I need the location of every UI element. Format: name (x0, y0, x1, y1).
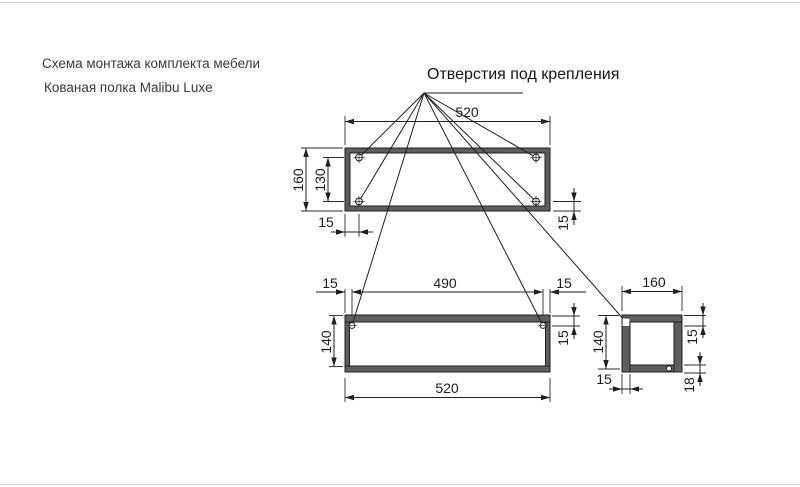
dim-label-front-height: 140 (318, 330, 334, 354)
dim-side-height (590, 316, 620, 370)
dim-label-top-hole-left-offset: 15 (318, 214, 334, 230)
front-view-top-rail (345, 315, 550, 322)
dim-label-side-bottom-rail: 18 (681, 377, 697, 393)
dim-label-top-height: 160 (290, 168, 306, 192)
dim-label-front-left-offset: 15 (322, 275, 338, 291)
holes-callout (424, 66, 619, 93)
dim-label-side-height: 140 (590, 330, 606, 354)
dim-front-height (318, 316, 343, 367)
front-view (316, 275, 586, 402)
dim-side-hole-top-offset (684, 303, 706, 345)
holes-callout-label: Отверстия под крепления (427, 66, 620, 83)
side-view-right-bar (674, 315, 682, 372)
dim-label-side-depth: 160 (642, 274, 666, 290)
side-view (590, 274, 706, 394)
dim-label-top-width: 520 (455, 104, 479, 120)
title-block (42, 56, 260, 95)
drawing-subtitle: Кованая полка Malibu Luxe (44, 80, 213, 95)
side-view-rod-end (667, 366, 672, 371)
front-view-bottom-rail (345, 366, 550, 372)
side-view-top-bar (622, 315, 682, 322)
dim-label-top-hole-span: 130 (312, 168, 328, 192)
dim-label-front-hole-span: 490 (433, 275, 457, 291)
dim-side-depth (622, 274, 682, 311)
dim-label-front-right-offset: 15 (556, 275, 572, 291)
dim-label-top-hole-bottom-offset: 15 (555, 215, 571, 231)
dim-side-frame-width (596, 371, 643, 394)
dim-front-width (345, 378, 550, 402)
dim-front-hole-top-offset (552, 303, 580, 346)
dim-top-hole-bottom-offset (553, 188, 581, 231)
dim-top-hole-span (312, 158, 344, 202)
drawing-title: Схема монтажа комплекта мебели (42, 56, 261, 71)
dim-label-side-hole-top-offset: 15 (684, 329, 700, 345)
front-view-right-rail (546, 315, 551, 372)
dim-label-front-hole-top-offset: 15 (555, 330, 571, 346)
dim-label-front-width: 520 (435, 380, 459, 396)
hole-side-view (622, 318, 630, 327)
top-view-opening (350, 153, 545, 206)
dim-label-side-frame-width: 15 (596, 371, 612, 387)
front-view-left-rail (345, 315, 350, 372)
dim-side-bottom-rail (681, 352, 706, 393)
dim-top-hole-left-offset (318, 214, 373, 237)
top-view (290, 104, 581, 237)
